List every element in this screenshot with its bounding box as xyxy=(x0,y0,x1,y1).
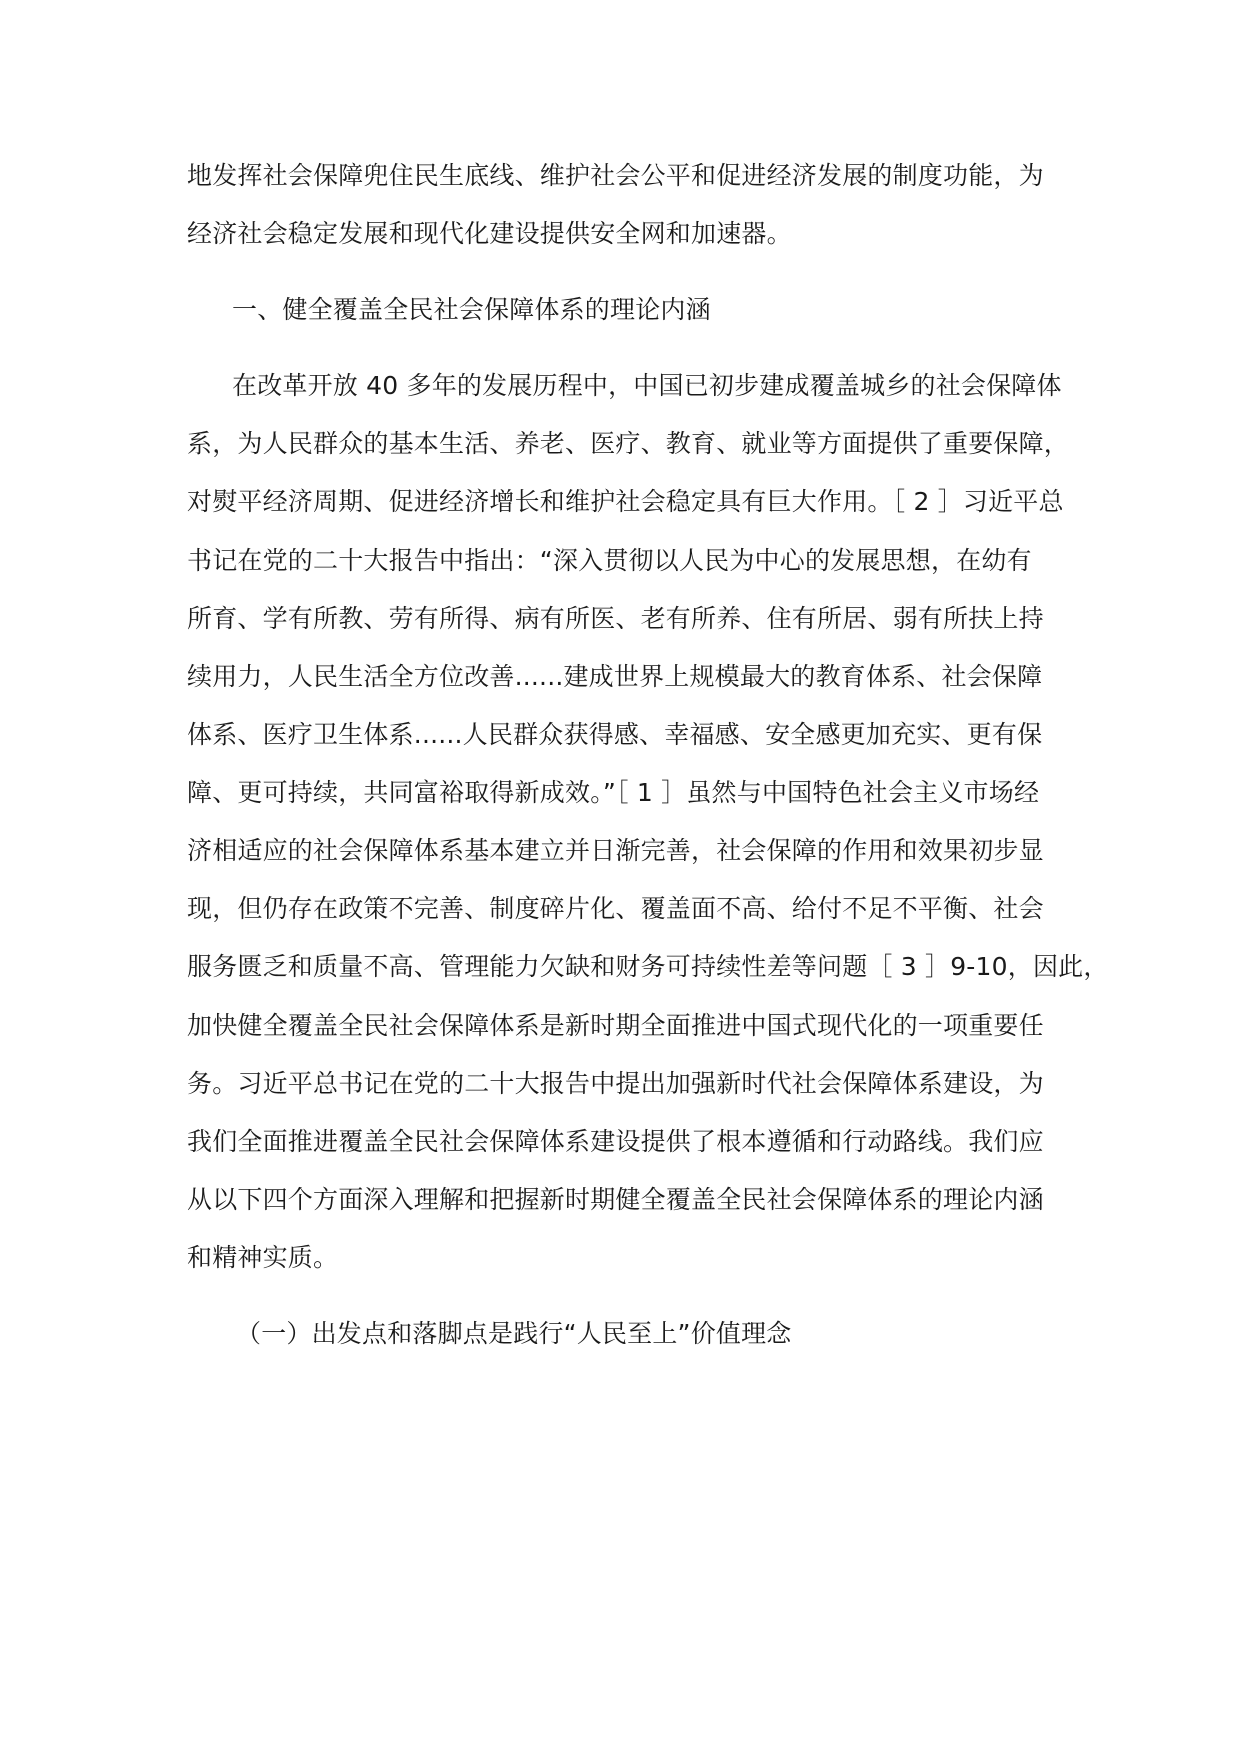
text-line: 体系、医疗卫生体系......人民群众获得感、幸福感、安全感更加充实、更有保 xyxy=(187,720,1043,749)
subsection-heading: （一）出发点和落脚点是践行“人民至上”价值理念 xyxy=(236,1319,792,1348)
text-line: 对熨平经济周期、促进经济增长和维护社会稳定具有巨大作用。［ 2 ］习近平总 xyxy=(187,487,1064,516)
text-line: 加快健全覆盖全民社会保障体系是新时期全面推进中国式现代化的一项重要任 xyxy=(187,1011,1044,1040)
text-line: 书记在党的二十大报告中指出：“深入贯彻以人民为中心的发展思想，在幼有 xyxy=(187,546,1032,575)
text-line: 和精神实质。 xyxy=(187,1243,339,1272)
text-line: 续用力，人民生活全方位改善......建成世界上规模最大的教育体系、社会保障 xyxy=(187,662,1043,691)
text-line: 济相适应的社会保障体系基本建立并日渐完善，社会保障的作用和效果初步显 xyxy=(187,836,1044,865)
text-line: 从以下四个方面深入理解和把握新时期健全覆盖全民社会保障体系的理论内涵 xyxy=(187,1185,1044,1214)
text-line: 在改革开放 40 多年的发展历程中，中国已初步建成覆盖城乡的社会保障体 xyxy=(232,371,1062,400)
text-line: 服务匮乏和质量不高、管理能力欠缺和财务可持续性差等问题［ 3 ］9-10，因此， xyxy=(187,952,1109,981)
text-line: 系，为人民群众的基本生活、养老、医疗、教育、就业等方面提供了重要保障， xyxy=(187,429,1070,458)
section-heading: 一、健全覆盖全民社会保障体系的理论内涵 xyxy=(232,295,711,324)
text-line: 务。习近平总书记在党的二十大报告中提出加强新时代社会保障体系建设，为 xyxy=(187,1069,1044,1098)
text-line: 经济社会稳定发展和现代化建设提供安全网和加速器。 xyxy=(187,219,792,248)
text-line: 地发挥社会保障兜住民生底线、维护社会公平和促进经济发展的制度功能，为 xyxy=(187,161,1044,190)
text-line: 所育、学有所教、劳有所得、病有所医、老有所养、住有所居、弱有所扶上持 xyxy=(187,604,1044,633)
text-line: 我们全面推进覆盖全民社会保障体系建设提供了根本遵循和行动路线。我们应 xyxy=(187,1127,1044,1156)
text-line: 现，但仍存在政策不完善、制度碎片化、覆盖面不高、给付不足不平衡、社会 xyxy=(187,894,1044,923)
text-line: 障、更可持续，共同富裕取得新成效。”［ 1 ］虽然与中国特色社会主义市场经 xyxy=(187,778,1040,807)
